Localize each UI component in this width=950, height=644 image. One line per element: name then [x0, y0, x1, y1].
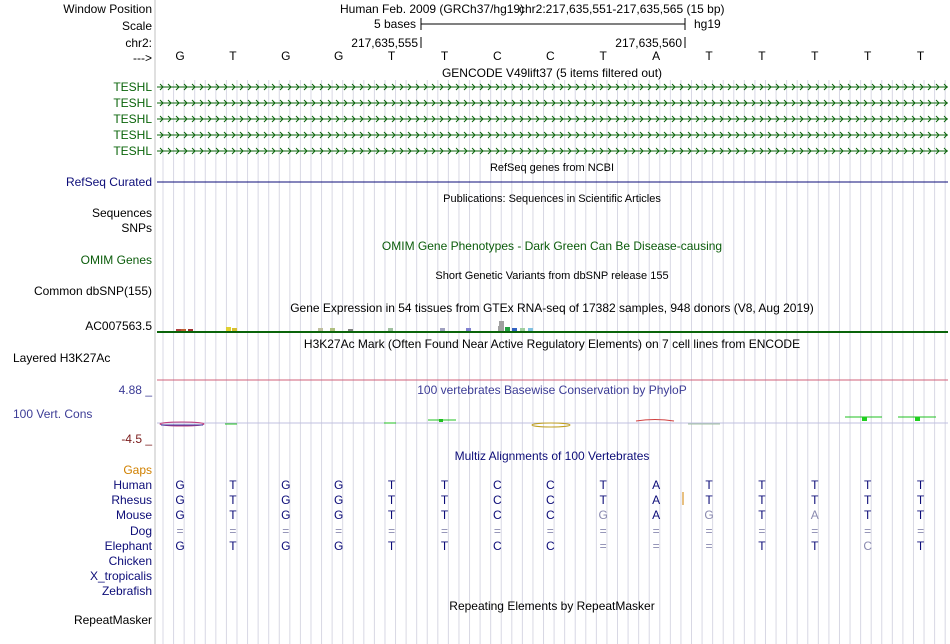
gtex-bar	[176, 329, 181, 331]
gtex-bar	[520, 328, 525, 331]
alignment-base: T	[229, 538, 237, 553]
alignment-base: =	[917, 523, 925, 538]
ruler-base: G	[281, 49, 291, 63]
gtex-bar	[512, 328, 517, 331]
alignment-base: =	[811, 523, 819, 538]
alignment-base: T	[387, 478, 396, 492]
gtex-bar	[330, 328, 335, 331]
ruler-base: T	[811, 49, 819, 63]
alignment-base: T	[916, 493, 925, 508]
cons-track-title[interactable]: 100 vertebrates Basewise Conservation by PhyloP	[417, 383, 687, 397]
alignment-base: A	[810, 508, 819, 523]
species-label[interactable]: Zebrafish	[101, 584, 152, 599]
dbsnp-label[interactable]: Common dbSNP(155)	[33, 284, 152, 298]
sequences-label[interactable]: Sequences	[91, 206, 152, 220]
gencode-item[interactable]: TESHL	[113, 144, 152, 158]
alignment-base: T	[440, 493, 449, 508]
cons-label[interactable]: 100 Vert. Cons	[13, 407, 93, 421]
species-label[interactable]: Chicken	[108, 554, 152, 568]
alignment-base: C	[545, 538, 555, 553]
h3k27ac-label[interactable]: Layered H3K27Ac	[13, 351, 111, 365]
alignment-base: =	[599, 523, 607, 538]
alignment-base: A	[652, 508, 661, 523]
scale-label: Scale	[121, 19, 152, 33]
multiz-track-title[interactable]: Multiz Alignments of 100 Vertebrates	[454, 449, 650, 463]
ruler-base: T	[229, 49, 237, 63]
ruler-base: C	[545, 49, 555, 63]
alignment-base: G	[175, 508, 185, 523]
alignment-base: =	[282, 523, 290, 538]
alignment-base: =	[229, 523, 237, 538]
position-text: chr2:217,635,551-217,635,565 (15 bp)	[519, 2, 725, 16]
ruler-base: T	[864, 49, 872, 63]
alignment-base: C	[545, 478, 555, 492]
alignment-base: =	[440, 523, 449, 538]
alignment-base: T	[599, 493, 607, 508]
gencode-track-title[interactable]: GENCODE V49lift37 (5 items filtered out)	[441, 66, 663, 80]
omim-label[interactable]: OMIM Genes	[80, 253, 152, 267]
cons-mark	[915, 417, 920, 421]
gtex-bar	[232, 328, 237, 331]
cons-min-label: -4.5 _	[121, 432, 152, 446]
alignment-base: T	[811, 493, 819, 508]
alignment-base: =	[864, 523, 872, 538]
cons-mark	[862, 417, 867, 421]
gtex-bar	[318, 328, 323, 331]
alignment-base: A	[652, 493, 661, 508]
cons-mark	[636, 420, 674, 422]
alignment-base: T	[229, 478, 237, 492]
alignment-base: T	[758, 493, 766, 508]
strand-label: --->	[133, 51, 152, 65]
species-label[interactable]: Dog	[129, 523, 152, 538]
alignment-base: T	[916, 478, 925, 492]
alignment-base: T	[440, 478, 449, 492]
alignment-base: =	[758, 523, 766, 538]
alignment-base: C	[493, 493, 502, 508]
gtex-bar	[499, 321, 504, 331]
alignment-base: G	[598, 508, 608, 523]
alignment-base: T	[811, 478, 819, 492]
ruler-base: A	[652, 49, 661, 63]
species-label[interactable]: Rhesus	[111, 493, 152, 508]
refseq-track-title[interactable]: RefSeq genes from NCBI	[489, 162, 615, 174]
alignment-base: T	[387, 508, 396, 523]
alignment-base: T	[864, 478, 872, 492]
alignment-base: C	[493, 508, 502, 523]
alignment-base: T	[811, 538, 819, 553]
gtex-bar	[505, 327, 510, 331]
alignment-base: T	[758, 478, 766, 492]
alignment-base: T	[916, 538, 925, 553]
coord-left: 217,635,555	[351, 36, 418, 50]
gtex-bar	[528, 328, 533, 331]
window-position-label: Window Position	[63, 2, 152, 16]
alignment-base: G	[175, 493, 185, 508]
alignment-base: T	[758, 538, 766, 553]
gtex-bar	[226, 327, 231, 331]
alignment-base: T	[916, 508, 925, 523]
gtex-bar	[348, 329, 353, 331]
alignment-base: G	[334, 478, 344, 492]
alignment-base: C	[493, 478, 502, 492]
species-label[interactable]: Mouse	[115, 508, 152, 523]
alignment-base: T	[705, 478, 713, 492]
alignment-base: T	[387, 538, 396, 553]
species-label[interactable]: X_tropicalis	[89, 569, 152, 584]
alignment-base: C	[863, 538, 873, 553]
alignment-base: A	[652, 478, 661, 492]
alignment-base: =	[652, 538, 660, 553]
alignment-base: T	[864, 508, 872, 523]
h3k27ac-track-title[interactable]: H3K27Ac Mark (Often Found Near Active Regulatory Elements) on 7 cell lines from ENCODE	[303, 337, 801, 351]
gtex-label[interactable]: AC007563.5	[85, 319, 152, 333]
alignment-base: T	[229, 493, 237, 508]
ruler-base: T	[705, 49, 713, 63]
alignment-base: G	[281, 478, 291, 492]
alignment-base: T	[599, 478, 607, 492]
alignment-base: G	[281, 508, 291, 523]
publications-track-title[interactable]: Publications: Sequences in Scientific Articles	[443, 193, 661, 205]
cons-max-label: 4.88 _	[118, 383, 152, 397]
alignment-base: G	[281, 538, 291, 553]
alignment-base: G	[704, 508, 714, 523]
alignment-base: T	[229, 508, 237, 523]
gtex-bar	[188, 329, 193, 331]
alignment-base: C	[545, 493, 555, 508]
alignment-base: T	[387, 493, 396, 508]
dbsnp-track-title[interactable]: Short Genetic Variants from dbSNP release 155	[435, 270, 669, 282]
alignment-base: T	[705, 493, 713, 508]
ruler-base: T	[916, 49, 925, 63]
alignment-base: T	[864, 493, 872, 508]
ruler-base: G	[334, 49, 344, 63]
omim-track-title[interactable]: OMIM Gene Phenotypes - Dark Green Can Be Disease-causing	[381, 239, 723, 253]
alignment-base: G	[175, 478, 185, 492]
alignment-base: G	[281, 493, 291, 508]
ruler-base: T	[599, 49, 607, 63]
alignment-base: G	[334, 493, 344, 508]
alignment-base: G	[334, 538, 344, 553]
ruler-base: G	[175, 49, 185, 63]
ruler-base: C	[493, 49, 502, 63]
alignment-base: C	[493, 538, 502, 553]
snps-label[interactable]: SNPs	[121, 221, 152, 235]
alignment-base: =	[546, 523, 554, 538]
ruler-base: T	[440, 49, 449, 63]
alignment-base: =	[493, 523, 501, 538]
gtex-bar	[440, 328, 445, 331]
gtex-bar	[181, 329, 186, 331]
chrom-label: chr2:	[125, 36, 152, 50]
scale-text: 5 bases	[373, 17, 416, 31]
alignment-base: =	[705, 523, 713, 538]
gaps-label[interactable]: Gaps	[123, 463, 152, 477]
assembly-text: hg19	[694, 17, 721, 31]
ruler-base: T	[387, 49, 396, 63]
gencode-item[interactable]: TESHL	[113, 96, 152, 110]
genome-title: Human Feb. 2009 (GRCh37/hg19)	[340, 2, 525, 16]
alignment-base: =	[705, 538, 713, 553]
gencode-item[interactable]: TESHL	[113, 112, 152, 126]
alignment-base: =	[335, 523, 343, 538]
alignment-base: =	[652, 523, 660, 538]
repeat-label[interactable]: RepeatMasker	[73, 613, 152, 627]
alignment-base: T	[758, 508, 766, 523]
gtex-bar	[466, 328, 471, 331]
alignment-base: =	[176, 523, 184, 538]
gencode-item[interactable]: TESHL	[113, 80, 152, 94]
ruler-base: T	[758, 49, 766, 63]
alignment-base: G	[334, 508, 344, 523]
refseq-label[interactable]: RefSeq Curated	[65, 175, 152, 189]
species-label[interactable]: Human	[113, 478, 152, 492]
alignment-base: G	[175, 538, 185, 553]
species-label[interactable]: Elephant	[104, 538, 152, 553]
gencode-item[interactable]: TESHL	[113, 128, 152, 142]
alignment-base: T	[440, 508, 449, 523]
alignment-base: C	[545, 508, 555, 523]
repeat-track-title[interactable]: Repeating Elements by RepeatMasker	[449, 599, 655, 613]
coord-right: 217,635,560	[615, 36, 682, 50]
gtex-bar	[388, 328, 393, 331]
alignment-base: T	[440, 538, 449, 553]
alignment-base: =	[599, 538, 607, 553]
alignment-base: =	[388, 523, 396, 538]
gtex-track-title[interactable]: Gene Expression in 54 tissues from GTEx RNA-seq of 17382 samples, 948 donors (V8, Aug 2019)	[290, 301, 814, 315]
